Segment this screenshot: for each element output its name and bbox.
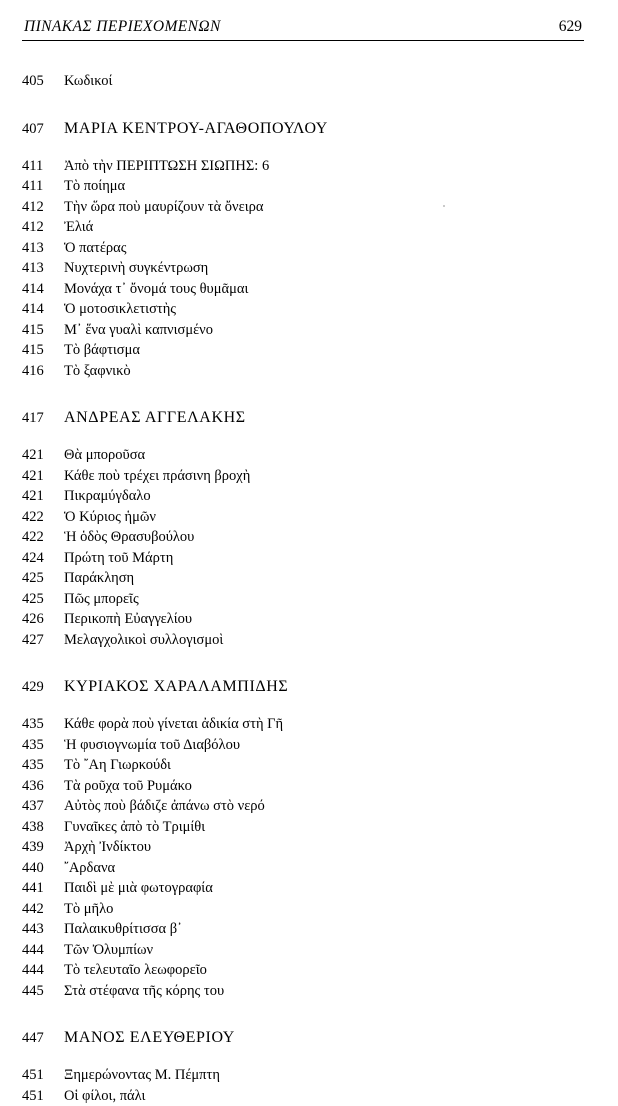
entry-page-number: 451 xyxy=(22,1065,64,1086)
entry-page-number: 444 xyxy=(22,940,64,961)
toc-entry xyxy=(22,176,584,197)
toc-entry xyxy=(22,340,584,361)
toc-entry xyxy=(22,817,584,838)
toc-entry xyxy=(22,878,584,899)
entry-page-number: 415 xyxy=(22,320,64,341)
section-spacer xyxy=(22,698,584,714)
toc-entry xyxy=(22,796,584,817)
toc-entry xyxy=(22,714,584,735)
entry-page-number: 439 xyxy=(22,837,64,858)
toc-entry xyxy=(22,568,584,589)
entry-page-number: 435 xyxy=(22,735,64,756)
entry-title: Τὸ τελευταῖο λεωφορεῖο xyxy=(64,960,584,981)
toc-entry xyxy=(22,217,584,238)
entry-title: Ἐλιά xyxy=(64,217,584,238)
entry-title: Νυχτερινὴ συγκέντρωση xyxy=(64,258,584,279)
toc-entry xyxy=(22,940,584,961)
entry-title: Τῶν Ὀλυμπίων xyxy=(64,940,584,961)
toc-entry xyxy=(22,776,584,797)
toc-entry xyxy=(22,486,584,507)
entry-title: Μονάχα τ᾽ ὄνομά τους θυμᾶμαι xyxy=(64,279,584,300)
entry-title: Τὸ μῆλο xyxy=(64,899,584,920)
entry-title: Ἡ ὁδὸς Θρασυβούλου xyxy=(64,527,584,548)
entry-title: Μελαγχολικοὶ συλλογισμοὶ xyxy=(64,630,584,651)
entry-page-number: 445 xyxy=(22,981,64,1002)
entry-title: Ὁ μοτοσικλετιστὴς xyxy=(64,299,584,320)
entry-title: Πρώτη τοῦ Μάρτη xyxy=(64,548,584,569)
section-author-name: ΜΑΝΟΣ ΕΛΕΥΘΕΡΙΟΥ xyxy=(64,1027,584,1049)
entry-title: Τὸ ῎Αη Γιωρκούδι xyxy=(64,755,584,776)
running-head-title: ΠΙΝΑΚΑΣ ΠΕΡΙΕΧΟΜΕΝΩΝ xyxy=(24,18,221,36)
section-author-name: ΑΝΔΡΕΑΣ ΑΓΓΕΛΑΚΗΣ xyxy=(64,407,584,429)
toc-entry xyxy=(22,735,584,756)
page-header xyxy=(22,18,584,41)
section-author-name: ΚΥΡΙΑΚΟΣ ΧΑΡΑΛΑΜΠΙΔΗΣ xyxy=(64,676,584,698)
entry-page-number: 427 xyxy=(22,630,64,651)
entry-page-number: 416 xyxy=(22,361,64,382)
entry-page-number: 441 xyxy=(22,878,64,899)
entry-title: Στὰ στέφανα τῆς κόρης του xyxy=(64,981,584,1002)
toc-entry xyxy=(22,858,584,879)
entry-page-number: 425 xyxy=(22,589,64,610)
section-heading xyxy=(22,118,584,140)
section-spacer xyxy=(22,1001,584,1027)
toc-entry xyxy=(22,919,584,940)
section-spacer xyxy=(22,140,584,156)
entry-page-number: 411 xyxy=(22,176,64,197)
entry-page-number: 405 xyxy=(22,71,64,92)
entry-page-number: 414 xyxy=(22,299,64,320)
entry-title: Ὁ Κύριος ἡμῶν xyxy=(64,507,584,528)
poem-list xyxy=(22,156,584,382)
entry-page-number: 435 xyxy=(22,714,64,735)
toc-entry xyxy=(22,466,584,487)
section-spacer xyxy=(22,1049,584,1065)
poem-list xyxy=(22,1065,584,1106)
section-heading xyxy=(22,1027,584,1049)
entry-title: Πικραμύγδαλο xyxy=(64,486,584,507)
toc-entry xyxy=(22,527,584,548)
entry-page-number: 414 xyxy=(22,279,64,300)
toc-entry xyxy=(22,548,584,569)
entry-title: Γυναῖκες ἀπὸ τὸ Τριμίθι xyxy=(64,817,584,838)
toc-entry xyxy=(22,960,584,981)
page-number: 629 xyxy=(559,18,582,36)
entry-page-number: 422 xyxy=(22,507,64,528)
toc-entry xyxy=(22,589,584,610)
entry-title: Παιδὶ μὲ μιὰ φωτογραφία xyxy=(64,878,584,899)
toc-entry xyxy=(22,238,584,259)
entry-title: Τὸ ξαφνικὸ xyxy=(64,361,584,382)
entry-title: Ἡ φυσιογνωμία τοῦ Διαβόλου xyxy=(64,735,584,756)
entry-page-number: 411 xyxy=(22,156,64,177)
entry-title: Κωδικοί xyxy=(64,71,584,92)
entry-title: Παράκληση xyxy=(64,568,584,589)
section-spacer xyxy=(22,381,584,407)
entry-title: Παλαικυθρίτισσα β᾽ xyxy=(64,919,584,940)
toc-entry xyxy=(22,1086,584,1106)
entry-title: Τὸ βάφτισμα xyxy=(64,340,584,361)
poem-list xyxy=(22,714,584,1001)
toc-entry xyxy=(22,197,584,218)
entry-title: ῎Αρδανα xyxy=(64,858,584,879)
entry-page-number: 438 xyxy=(22,817,64,838)
toc-entry xyxy=(22,981,584,1002)
toc-entry xyxy=(22,156,584,177)
entry-page-number: 421 xyxy=(22,486,64,507)
toc-entry xyxy=(22,445,584,466)
section-page-number: 407 xyxy=(22,118,64,140)
entry-title: Οἱ φίλοι, πάλι xyxy=(64,1086,584,1106)
entry-title: Πῶς μπορεῖς xyxy=(64,589,584,610)
entry-page-number: 442 xyxy=(22,899,64,920)
entry-page-number: 425 xyxy=(22,568,64,589)
paper-speck xyxy=(443,205,445,207)
entry-title: Αὐτὸς ποὺ βάδιζε ἀπάνω στὸ νερό xyxy=(64,796,584,817)
entry-title: Κάθε ποὺ τρέχει πράσινη βροχὴ xyxy=(64,466,584,487)
entry-title: Μ᾽ ἕνα γυαλὶ καπνισμένο xyxy=(64,320,584,341)
toc-entry xyxy=(22,258,584,279)
section-author-name: ΜΑΡΙΑ ΚΕΝΤΡΟΥ-ΑΓΑΘΟΠΟΥΛΟΥ xyxy=(64,118,584,140)
toc-entry xyxy=(22,630,584,651)
entry-title: Κάθε φορὰ ποὺ γίνεται ἀδικία στὴ Γῆ xyxy=(64,714,584,735)
toc-entry xyxy=(22,609,584,630)
entry-page-number: 426 xyxy=(22,609,64,630)
entry-page-number: 451 xyxy=(22,1086,64,1106)
entry-title: Θὰ μποροῦσα xyxy=(64,445,584,466)
entry-page-number: 440 xyxy=(22,858,64,879)
entry-page-number: 415 xyxy=(22,340,64,361)
toc-entry xyxy=(22,1065,584,1086)
section-spacer xyxy=(22,92,584,118)
entry-title: Περικοπὴ Εὐαγγελίου xyxy=(64,609,584,630)
entry-page-number: 424 xyxy=(22,548,64,569)
entry-title: Τὴν ὥρα ποὺ μαυρίζουν τὰ ὄνειρα xyxy=(64,197,584,218)
toc-content xyxy=(22,41,584,1106)
toc-entry xyxy=(22,361,584,382)
toc-entry xyxy=(22,71,584,92)
toc-entry xyxy=(22,279,584,300)
entry-page-number: 421 xyxy=(22,466,64,487)
entry-title: Ἀρχὴ Ἰνδίκτου xyxy=(64,837,584,858)
section-spacer xyxy=(22,650,584,676)
entry-title: Ὁ πατέρας xyxy=(64,238,584,259)
section-page-number: 417 xyxy=(22,407,64,429)
entry-title: Ἀπὸ τὴν ΠΕΡΙΠΤΩΣΗ ΣΙΩΠΗΣ: 6 xyxy=(64,156,584,177)
entry-page-number: 422 xyxy=(22,527,64,548)
toc-entry xyxy=(22,899,584,920)
entry-page-number: 412 xyxy=(22,217,64,238)
poem-list xyxy=(22,445,584,650)
toc-entry xyxy=(22,320,584,341)
entry-page-number: 443 xyxy=(22,919,64,940)
toc-entry xyxy=(22,507,584,528)
entry-page-number: 413 xyxy=(22,238,64,259)
entry-page-number: 444 xyxy=(22,960,64,981)
entry-title: Τὰ ροῦχα τοῦ Ρυμάκο xyxy=(64,776,584,797)
entry-page-number: 435 xyxy=(22,755,64,776)
toc-entry xyxy=(22,837,584,858)
toc-entry xyxy=(22,755,584,776)
section-heading xyxy=(22,407,584,429)
entry-title: Ξημερώνοντας Μ. Πέμπτη xyxy=(64,1065,584,1086)
entry-page-number: 413 xyxy=(22,258,64,279)
toc-entry xyxy=(22,299,584,320)
entry-page-number: 436 xyxy=(22,776,64,797)
section-spacer xyxy=(22,429,584,445)
entry-page-number: 421 xyxy=(22,445,64,466)
section-page-number: 447 xyxy=(22,1027,64,1049)
entry-page-number: 437 xyxy=(22,796,64,817)
entry-page-number: 412 xyxy=(22,197,64,218)
section-page-number: 429 xyxy=(22,676,64,698)
section-heading xyxy=(22,676,584,698)
entry-title: Τὸ ποίημα xyxy=(64,176,584,197)
toc-sections xyxy=(22,92,584,1106)
